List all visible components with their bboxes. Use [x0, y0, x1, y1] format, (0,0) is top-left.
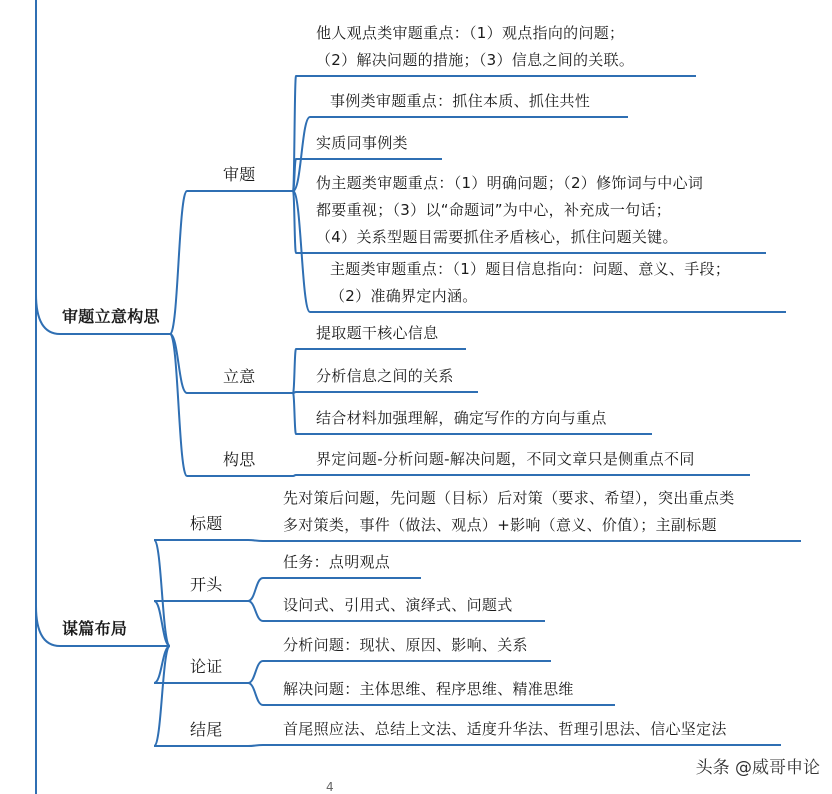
group-label-line: 论证	[190, 657, 223, 676]
leaf-item-line: 他人观点类审题重点：（1）观点指向的问题；	[316, 24, 625, 42]
watermark: 头条 @威哥申论	[695, 758, 820, 778]
leaf-item	[283, 485, 735, 539]
leaf-item-line: 界定问题-分析问题-解决问题，不同文章只是侧重点不同	[316, 450, 695, 468]
group-label-line: 开头	[190, 575, 223, 594]
section-label	[62, 303, 160, 330]
stray-mark: 4	[326, 780, 334, 794]
leaf-item-line: 伪主题类审题重点：（1）明确问题；（2）修饰词与中心词	[316, 174, 704, 192]
group-connector	[154, 601, 248, 646]
group-label-line: 审题	[223, 165, 256, 184]
leaf-item-line: 设问式、引用式、演绎式、问题式	[283, 596, 513, 614]
group-label	[223, 363, 256, 390]
group-label	[190, 716, 223, 743]
leaf-item-line: 事例类审题重点：抓住本质、抓住共性	[330, 92, 591, 110]
leaf-item	[283, 549, 390, 576]
leaf-item-line: 都要重视；（3）以“命题词”为中心，补充成一句话；	[316, 201, 672, 219]
leaf-item	[316, 363, 454, 390]
group-label-line: 构思	[223, 450, 256, 469]
leaf-item-line: 任务：点明观点	[283, 553, 391, 571]
leaf-item	[330, 88, 590, 115]
group-label-line: 结尾	[190, 720, 223, 739]
leaf-item	[316, 405, 607, 432]
leaf-item-line: 分析问题：现状、原因、影响、关系	[283, 636, 528, 654]
leaf-item	[283, 716, 727, 743]
group-label	[223, 446, 256, 473]
leaf-item-line: 多对策类，事件（做法、观点）+影响（意义、价值）；主副标题	[283, 516, 717, 534]
leaf-item-line: 解决问题：主体思维、程序思维、精准思维	[283, 680, 574, 698]
leaf-item	[316, 446, 695, 473]
leaf-item-line: 结合材料加强理解，确定写作的方向与重点	[316, 409, 607, 427]
group-label-line: 标题	[190, 514, 223, 533]
leaf-item-line: 提取题干核心信息	[316, 324, 439, 342]
section-label-line: 谋篇布局	[62, 619, 128, 638]
leaf-item	[283, 632, 528, 659]
leaf-item-line: 分析信息之间的关系	[316, 367, 454, 385]
section-label-line: 审题立意构思	[62, 307, 160, 326]
leaf-connector	[248, 745, 781, 746]
leaf-item	[283, 676, 574, 703]
group-label-line: 立意	[223, 367, 256, 386]
leaf-item-line: 先对策后问题，先问题（目标）后对策（要求、希望），突出重点类	[283, 489, 735, 507]
leaf-item	[283, 592, 513, 619]
group-connector	[170, 191, 293, 334]
leaf-item-line: （4）关系型题目需要抓住矛盾核心，抓住问题关键。	[316, 228, 678, 246]
group-label	[223, 161, 256, 188]
leaf-connector	[293, 475, 750, 476]
leaf-connector	[293, 392, 478, 393]
group-label	[190, 510, 223, 537]
leaf-item	[316, 320, 438, 347]
leaf-item	[316, 170, 703, 251]
section-label	[62, 615, 127, 642]
leaf-connector	[248, 540, 801, 541]
group-label	[190, 653, 223, 680]
leaf-item-line: （2）解决问题的措施；（3）信息之间的关联。	[316, 51, 635, 69]
leaf-item-line: 主题类审题重点：（1）题目信息指向：问题、意义、手段；	[330, 260, 731, 278]
leaf-item	[316, 20, 634, 74]
group-label	[190, 571, 223, 598]
leaf-item-line: 首尾照应法、总结上文法、适度升华法、哲理引思法、信心坚定法	[283, 720, 727, 738]
leaf-item-line: （2）准确界定内涵。	[330, 287, 478, 305]
leaf-item	[316, 130, 408, 157]
leaf-item-line: 实质同事例类	[316, 134, 408, 152]
leaf-item	[330, 256, 730, 310]
